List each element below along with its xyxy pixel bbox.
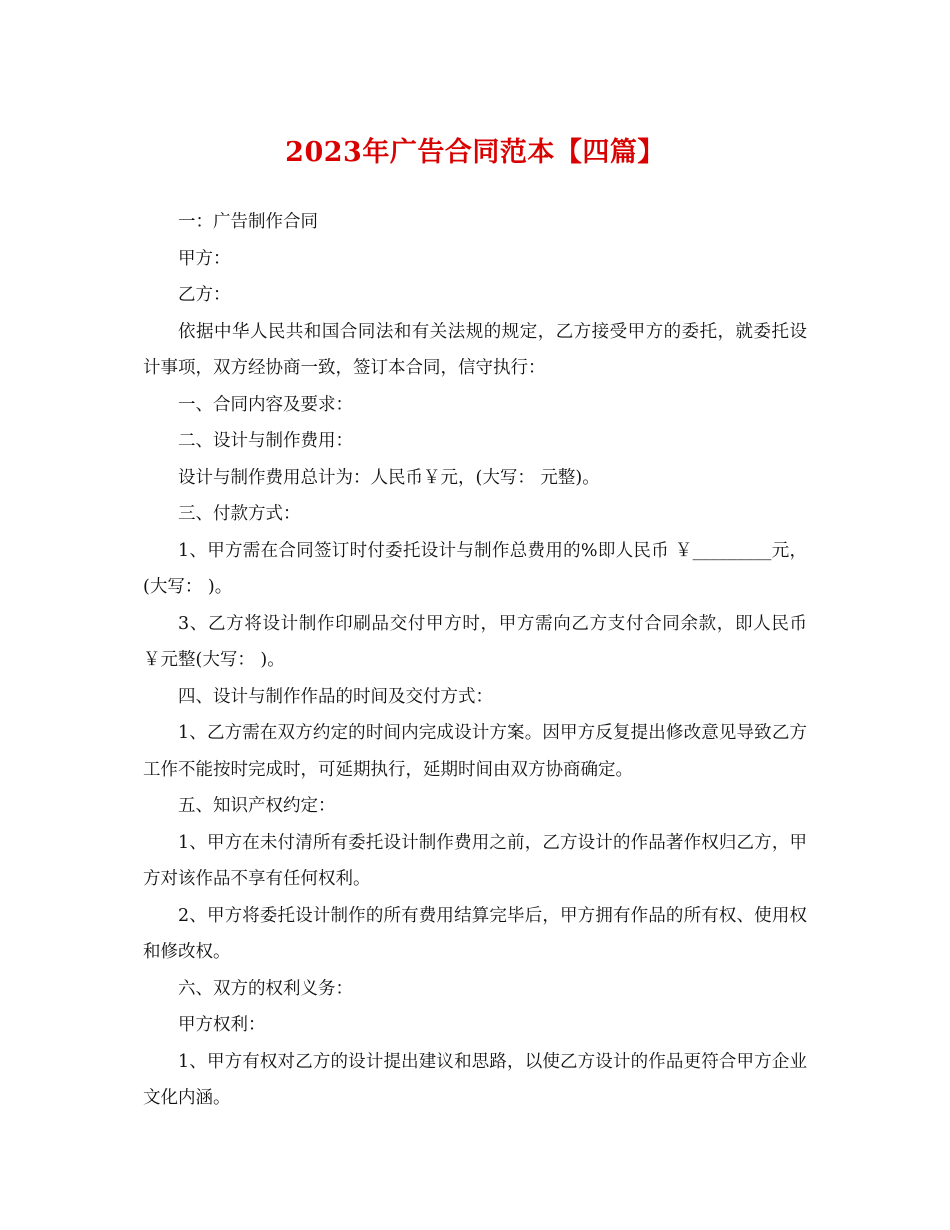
clause-heading-payment-method: 三、付款方式： bbox=[178, 504, 301, 524]
clause-heading-delivery: 四、设计与制作作品的时间及交付方式： bbox=[178, 686, 493, 707]
clause-heading-fees: 二、设计与制作费用： bbox=[178, 431, 353, 451]
clause-heading-rights-obligations: 六、双方的权利义务： bbox=[178, 978, 353, 999]
fees-total-paragraph: 设计与制作费用总计为：人民币￥元，(大写： 元整)。 bbox=[178, 467, 600, 488]
ip-item-1: 1、甲方在未付清所有委托设计制作费用之前，乙方设计的作品著作权归乙方，甲方对该作品不享有任何权利。 bbox=[143, 832, 807, 889]
ip-item-2: 2、甲方将委托设计制作的所有费用结算完毕后，甲方拥有作品的所有权、使用权和修改权。 bbox=[143, 905, 807, 962]
party-a-rights-heading: 甲方权利： bbox=[178, 1015, 266, 1035]
payment-item-1: 1、甲方需在合同签订时付委托设计与制作总费用的%即人民币 ￥_________元，(大写： )。 bbox=[143, 540, 807, 597]
party-a-field: 甲方： bbox=[178, 248, 231, 269]
document-body bbox=[143, 204, 807, 1117]
party-a-rights-item-1: 1、甲方有权对乙方的设计提出建议和思路，以使乙方设计的作品更符合甲方企业文化内涵。 bbox=[143, 1051, 807, 1108]
section-heading-ad-production-contract: 一：广告制作合同 bbox=[178, 212, 318, 232]
delivery-item-1: 1、乙方需在双方约定的时间内完成设计方案。因甲方反复提出修改意见导致乙方工作不能按时完成时，可延期执行，延期时间由双方协商确定。 bbox=[143, 723, 807, 780]
preamble-paragraph: 依据中华人民共和国合同法和有关法规的规定，乙方接受甲方的委托，就委托设计事项，双方经协商一致，签订本合同，信守执行： bbox=[143, 321, 807, 378]
clause-heading-ip: 五、知识产权约定： bbox=[178, 796, 336, 816]
document-title: 2023年广告合同范本【四篇】 bbox=[285, 137, 665, 168]
payment-item-3: 3、乙方将设计制作印刷品交付甲方时，甲方需向乙方支付合同余款，即人民币￥元整(大写： )。 bbox=[143, 613, 807, 670]
clause-heading-content-requirements: 一、合同内容及要求： bbox=[178, 394, 353, 415]
party-b-field: 乙方： bbox=[178, 285, 231, 305]
